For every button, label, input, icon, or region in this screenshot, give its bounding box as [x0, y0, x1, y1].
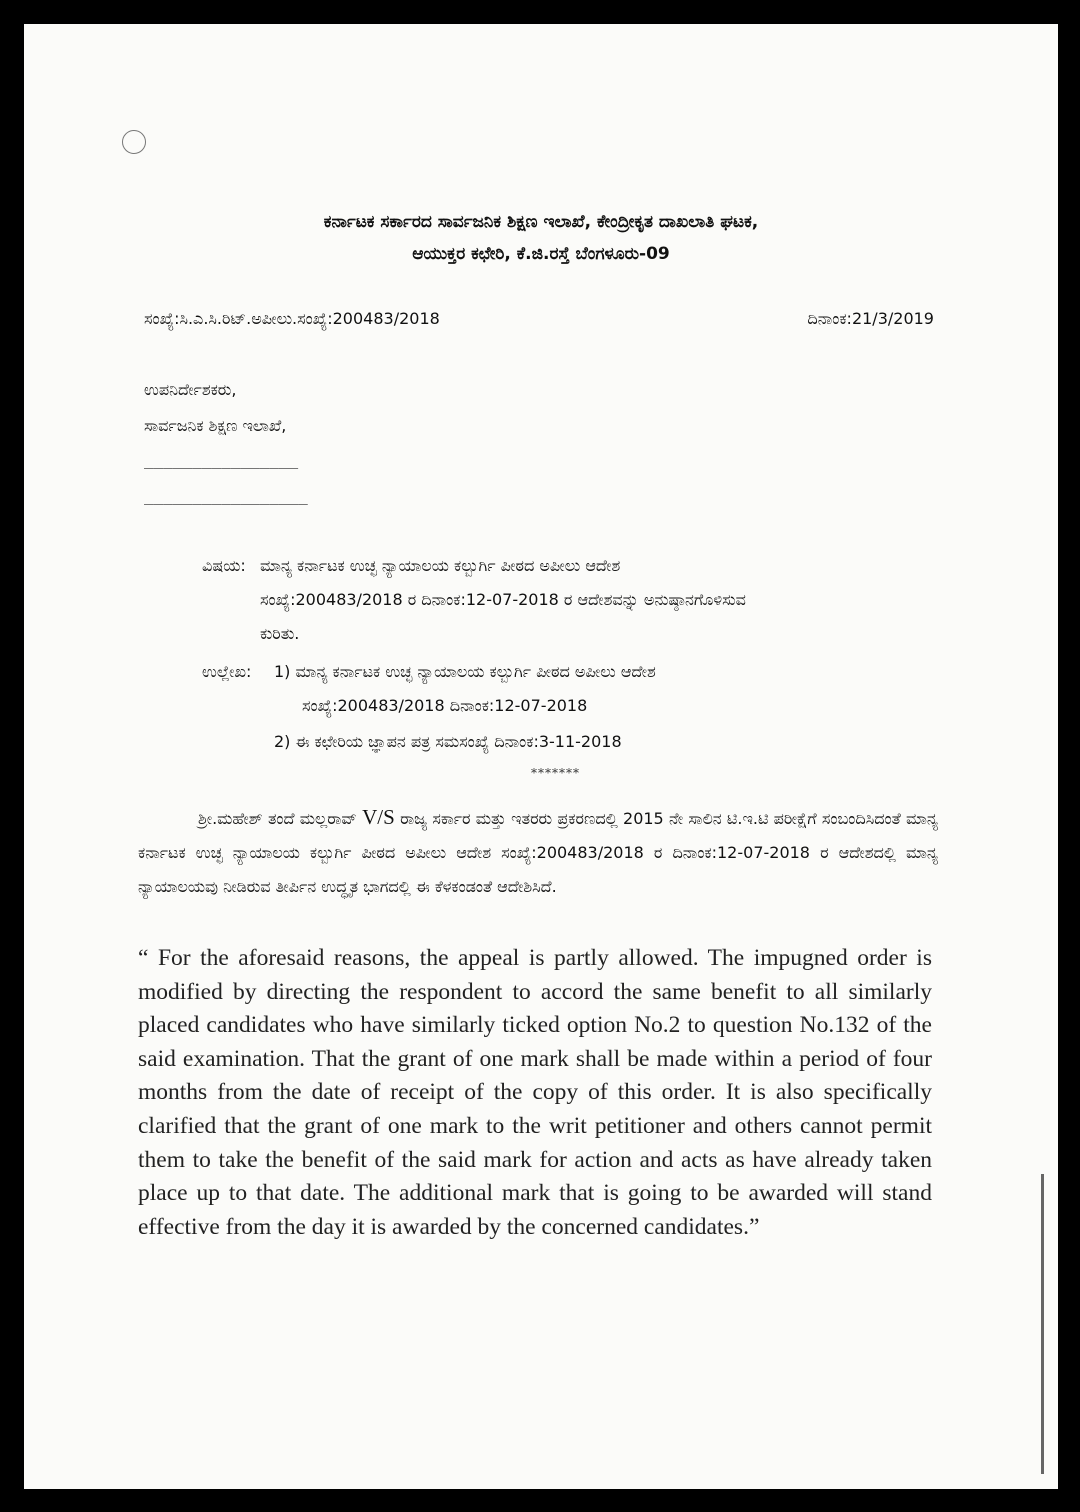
subject-line-1: ಮಾನ್ಯ ಕರ್ನಾಟಕ ಉಚ್ಛ ನ್ಯಾಯಾಲಯ ಕಲ್ಬುರ್ಗಿ ಪೀಠದ ಅಪೀಲು ಆದೇಶ — [260, 556, 621, 575]
header-department: ಕರ್ನಾಟಕ ಸರ್ಕಾರದ ಸಾರ್ವಜನಿಕ ಶಿಕ್ಷಣ ಇಲಾಖೆ, ಕೇಂದ್ರೀಕೃತ ದಾಖಲಾತಿ ಘಟಕ, — [323, 212, 759, 232]
versus-text: V/S — [362, 805, 395, 829]
body-paragraph — [138, 800, 938, 904]
reference-number: ಸಂಖ್ಯೆ:ಸಿ.ಎ.ಸಿ.ರಿಟ್.ಅಪೀಲು.ಸಂಖ್ಯೆ:200483/2018 — [144, 309, 440, 328]
address-blank-line-2: _________________ — [144, 486, 308, 505]
scan-edge-shadow — [1041, 1174, 1044, 1474]
references-label: ಉಲ್ಲೇಖ: — [202, 662, 252, 681]
reference-item-1-number: ಸಂಖ್ಯೆ:200483/2018 ದಿನಾಂಕ:12-07-2018 — [302, 696, 588, 715]
section-separator: ******* — [531, 766, 580, 780]
reference-item-2: 2) ಈ ಕಛೇರಿಯ ಜ್ಞಾಪನ ಪತ್ರ ಸಮಸಂಖ್ಯೆ ದಿನಾಂಕ:3-11-2018 — [274, 732, 622, 751]
reference-item-1: 1) ಮಾನ್ಯ ಕರ್ನಾಟಕ ಉಚ್ಛ ನ್ಯಾಯಾಲಯ ಕಲ್ಬುರ್ಗಿ ಪೀಠದ ಅಪೀಲು ಆದೇಶ — [274, 662, 656, 681]
header-office-address: ಆಯುಕ್ತರ ಕಛೇರಿ, ಕೆ.ಜಿ.ರಸ್ತೆ ಬೆಂಗಳೂರು-09 — [412, 244, 670, 264]
subject-label: ವಿಷಯ: — [202, 556, 246, 575]
addressee-department: ಸಾರ್ವಜನಿಕ ಶಿಕ್ಷಣ ಇಲಾಖೆ, — [144, 416, 287, 435]
addressee-title: ಉಪನಿರ್ದೇಶಕರು, — [144, 380, 237, 399]
document-page — [24, 24, 1058, 1489]
body-text-start: ಶ್ರೀ.ಮಹೇಶ್ ತಂದೆ ಮಲ್ಲರಾವ್ — [198, 809, 357, 828]
court-order-quote: “ For the aforesaid reasons, the appeal is partly allowed. The impugned order is modified by directing the respondent to accord the same benefit to all similarly placed candidates who have similarly ticked option No.2 to question No.132 of the said examination. That the grant of one mark shall be made within a period of four months from the date of receipt of the copy of this order. It is also specifically clarified that the grant of one mark to the writ petitioner and others cannot permit them to take the benefit of the said mark for action and acts as have already taken place up to that date. The additional mark that is going to be awarded will stand effective from the day it is awarded by the concerned candidates.” — [138, 945, 932, 1240]
punch-hole-mark — [122, 130, 146, 154]
subject-line-2: ಸಂಖ್ಯೆ:200483/2018 ರ ದಿನಾಂಕ:12-07-2018 ರ ಆದೇಶವನ್ನು ಅನುಷ್ಠಾನಗೊಳಿಸುವ — [260, 590, 746, 609]
subject-line-3: ಕುರಿತು. — [260, 624, 300, 643]
address-blank-line-1: ________________ — [144, 450, 299, 469]
body-text-rest: ರಾಜ್ಯ ಸರ್ಕಾರ ಮತ್ತು ಇತರರು ಪ್ರಕರಣದಲ್ಲಿ 2015 ನೇ ಸಾಲಿನ ಟಿ.ಇ.ಟಿ ಪರೀಕ್ಷೆಗೆ ಸಂಬಂದಿಸಿದಂತೆ ಮಾನ್ಯ ಕರ್ನಾಟಕ ಉಚ್ಛ ನ್ಯಾಯಾಲಯ ಕಲ್ಬುರ್ಗಿ ಪೀಠದ ಅಪೀಲು ಆದೇಶ ಸಂಖ್ಯೆ:200483/2018 ರ ದಿನಾಂಕ:12-07-2018 ರ ಆದೇಶದಲ್ಲಿ ಮಾನ್ಯ ನ್ಯಾಯಾಲಯವು ನೀಡಿರುವ ತೀರ್ಪಿನ ಉದ್ಧೃತ ಭಾಗದಲ್ಲಿ ಈ ಕೆಳಕಂಡಂತೆ ಆದೇಶಿಸಿದೆ. — [138, 809, 938, 896]
letter-date: ದಿನಾಂಕ:21/3/2019 — [807, 309, 934, 328]
